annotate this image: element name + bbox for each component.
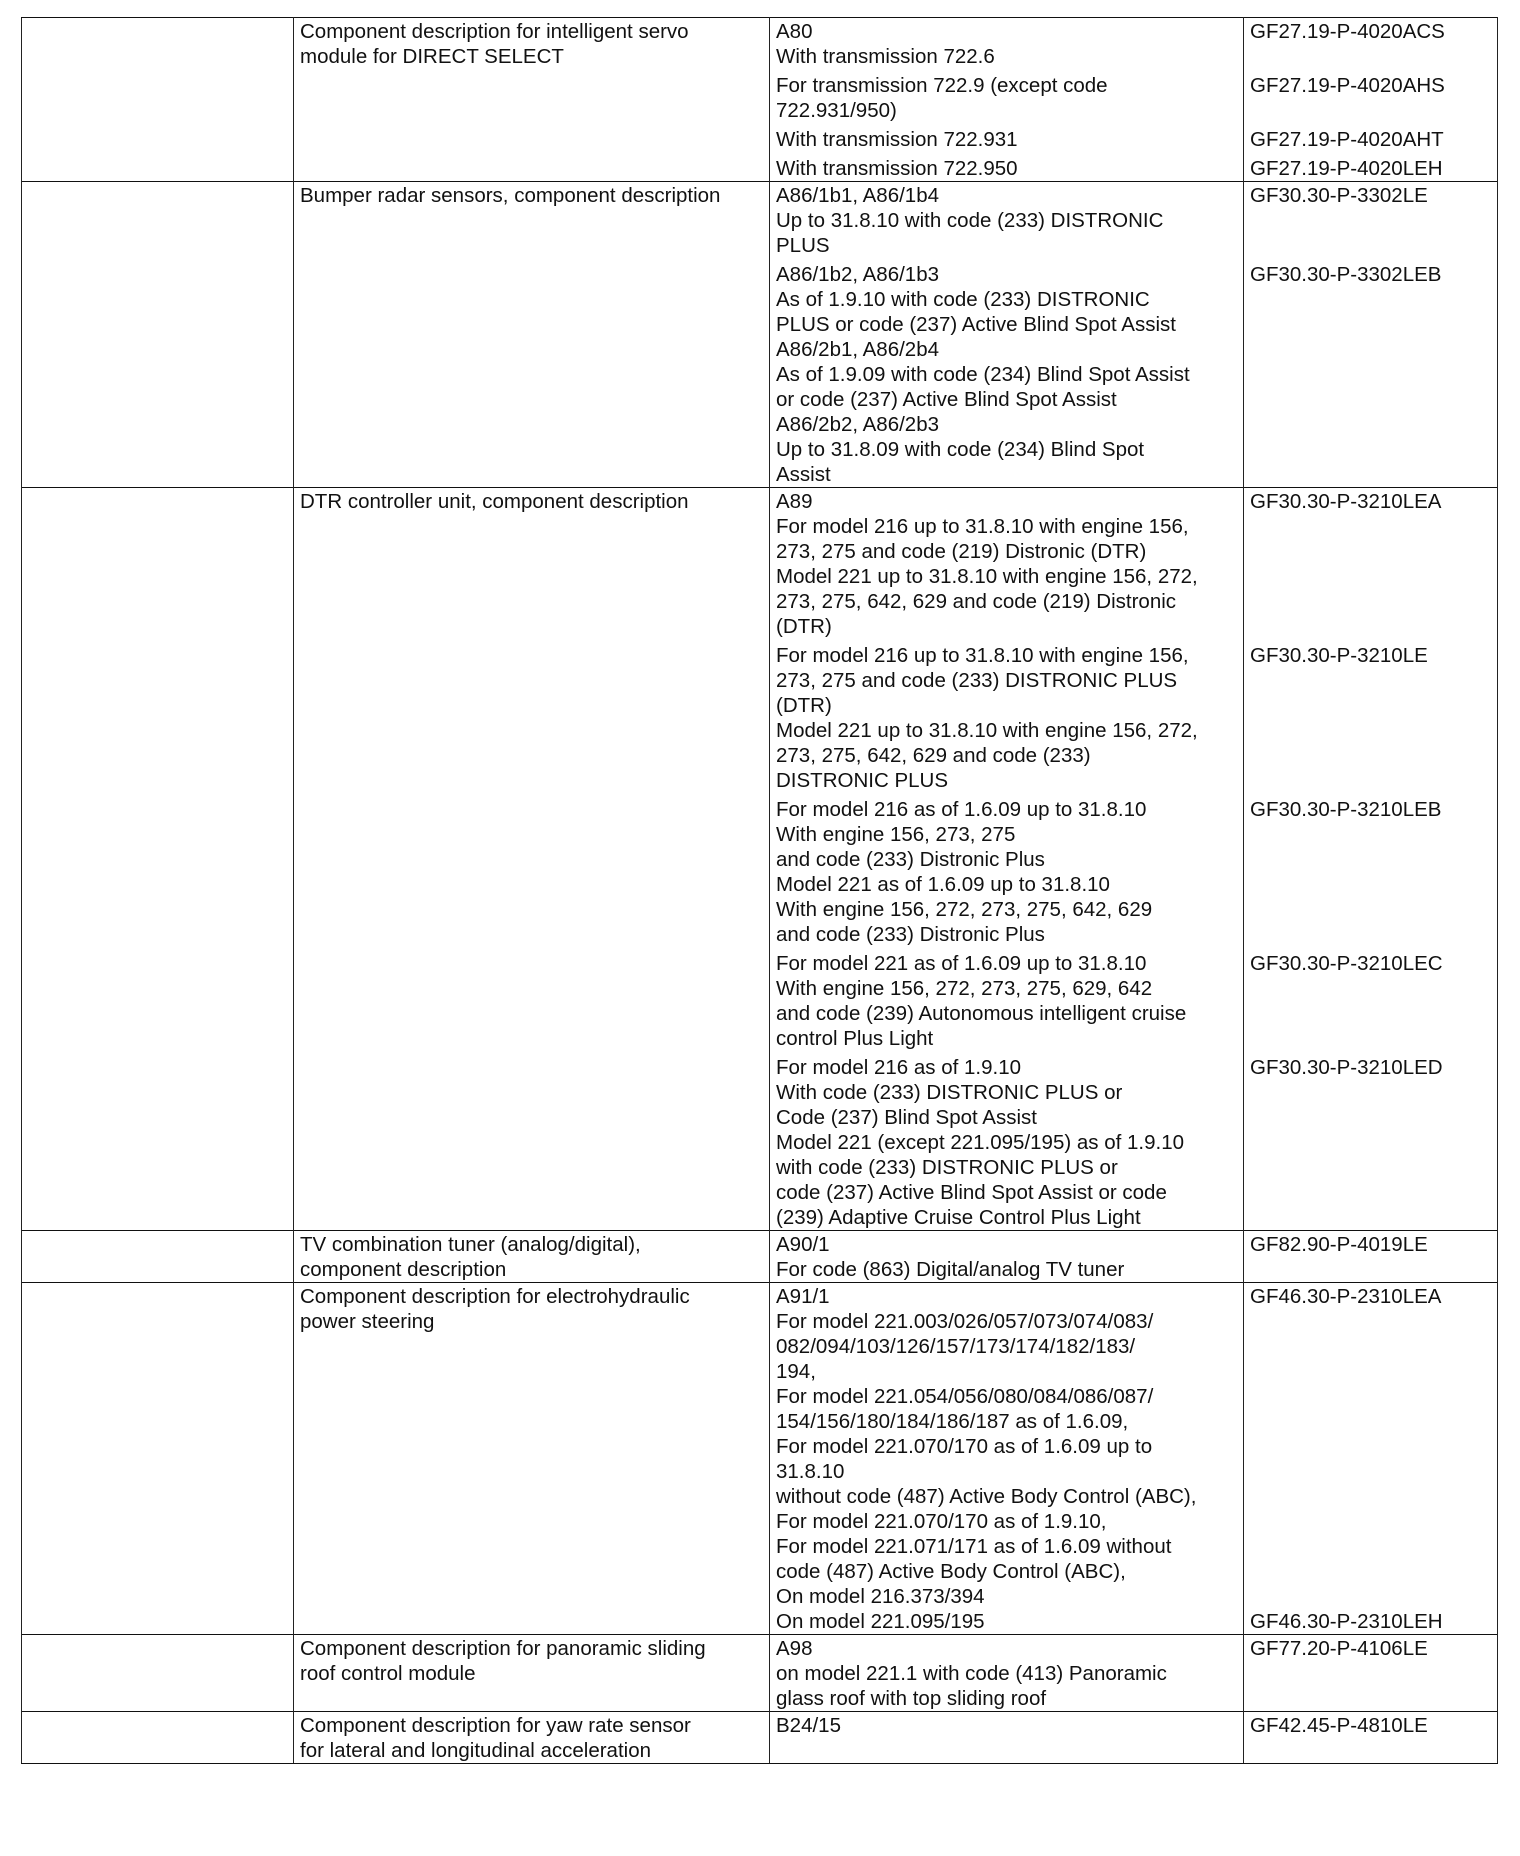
- document-ref-entry: [1250, 69, 1491, 123]
- spacer: [1250, 1180, 1491, 1205]
- document-ref-entry: [1250, 1051, 1491, 1230]
- spacer: [1250, 897, 1491, 922]
- applicability-text: 273, 275, 642, 629 and code (219) Distronic: [776, 590, 1177, 613]
- document-reference: GF30.30-P-3210LEC: [1250, 952, 1443, 975]
- description-text: Bumper radar sensors, component description: [300, 184, 721, 207]
- spacer: [1250, 1130, 1491, 1155]
- empty-cell: [22, 1712, 294, 1764]
- applicability-text: (DTR): [776, 694, 832, 717]
- description-text: for lateral and longitudinal acceleration: [300, 1739, 652, 1762]
- applicability-text: A86/2b2, A86/2b3: [776, 413, 940, 436]
- applicability-text: PLUS: [776, 234, 830, 257]
- applicability-entry: [776, 1051, 1237, 1230]
- spacer: [1250, 1309, 1491, 1334]
- applicability-cell: [770, 18, 1244, 182]
- description-text: module for DIRECT SELECT: [300, 45, 564, 68]
- description-text: Component description for intelligent servo: [300, 20, 689, 43]
- spacer: [1250, 1409, 1491, 1434]
- applicability-text: As of 1.9.09 with code (234) Blind Spot Assist: [776, 363, 1190, 386]
- applicability-text: B24/15: [776, 1714, 841, 1737]
- document-ref-entry: [1250, 488, 1491, 639]
- applicability-text: As of 1.9.10 with code (233) DISTRONIC: [776, 288, 1150, 311]
- spacer: [1250, 1359, 1491, 1384]
- empty-cell: [22, 488, 294, 1231]
- spacer: [1250, 1334, 1491, 1359]
- table-row: [22, 18, 1498, 182]
- applicability-entry: [776, 123, 1237, 152]
- document-ref-cell: [1244, 1283, 1498, 1635]
- applicability-text: With transmission 722.950: [776, 157, 1018, 180]
- applicability-entry: [776, 182, 1237, 258]
- spacer: [1250, 668, 1491, 693]
- document-ref-cell: [1244, 488, 1498, 1231]
- description-cell: [294, 182, 770, 488]
- spacer: [1250, 1434, 1491, 1459]
- spacer: [1250, 233, 1491, 258]
- document-ref-entry: [1250, 1231, 1491, 1282]
- applicability-text: For model 221.070/170 as of 1.9.10,: [776, 1510, 1107, 1533]
- applicability-text: without code (487) Active Body Control (ABC),: [776, 1485, 1197, 1508]
- applicability-text: glass roof with top sliding roof: [776, 1687, 1047, 1710]
- empty-cell: [22, 18, 294, 182]
- spacer: [1250, 337, 1491, 362]
- description-cell: [294, 1712, 770, 1764]
- applicability-text: A86/1b2, A86/1b3: [776, 263, 940, 286]
- description-text: roof control module: [300, 1662, 476, 1685]
- spacer: [1250, 1080, 1491, 1105]
- applicability-text: A90/1: [776, 1233, 830, 1256]
- spacer: [1250, 872, 1491, 897]
- spacer: [1250, 847, 1491, 872]
- applicability-text: A86/2b1, A86/2b4: [776, 338, 940, 361]
- spacer: [1250, 976, 1491, 1001]
- document-ref-entry: [1250, 947, 1491, 1051]
- applicability-text: 273, 275 and code (233) DISTRONIC PLUS: [776, 669, 1178, 692]
- applicability-cell: [770, 1283, 1244, 1635]
- applicability-text: control Plus Light: [776, 1027, 934, 1050]
- applicability-text: on model 221.1 with code (413) Panoramic: [776, 1662, 1167, 1685]
- document-ref-cell: [1244, 1635, 1498, 1712]
- applicability-text: A98: [776, 1637, 813, 1660]
- description-cell: [294, 1283, 770, 1635]
- applicability-text: A80: [776, 20, 813, 43]
- applicability-text: With engine 156, 272, 273, 275, 642, 629: [776, 898, 1153, 921]
- spacer: [1250, 1584, 1491, 1609]
- applicability-text: PLUS or code (237) Active Blind Spot Assist: [776, 313, 1176, 336]
- table-row: [22, 488, 1498, 1231]
- document-ref-entry: [1250, 152, 1491, 181]
- spacer: [1250, 922, 1491, 947]
- applicability-text: and code (233) Distronic Plus: [776, 848, 1045, 871]
- description-text: component description: [300, 1258, 507, 1281]
- spacer: [1250, 1105, 1491, 1130]
- applicability-cell: [770, 488, 1244, 1231]
- applicability-text: Model 221 up to 31.8.10 with engine 156, 272,: [776, 565, 1198, 588]
- document-reference: GF27.19-P-4020AHT: [1250, 128, 1444, 151]
- spacer: [1250, 539, 1491, 564]
- applicability-text: For model 221.070/170 as of 1.6.09 up to: [776, 1435, 1153, 1458]
- applicability-text: 154/156/180/184/186/187 as of 1.6.09,: [776, 1410, 1129, 1433]
- applicability-entry: [776, 1635, 1237, 1711]
- spacer: [1250, 1661, 1491, 1686]
- spacer: [1250, 362, 1491, 387]
- spacer: [1250, 1155, 1491, 1180]
- spacer: [1250, 1384, 1491, 1409]
- applicability-text: With transmission 722.6: [776, 45, 995, 68]
- spacer: [1250, 387, 1491, 412]
- empty-cell: [22, 1283, 294, 1635]
- applicability-text: 31.8.10: [776, 1460, 845, 1483]
- document-ref-entry: [1250, 182, 1491, 258]
- applicability-text: With code (233) DISTRONIC PLUS or: [776, 1081, 1123, 1104]
- description-text: TV combination tuner (analog/digital),: [300, 1233, 641, 1256]
- document-ref-entry: [1250, 18, 1491, 69]
- spacer: [1250, 1484, 1491, 1509]
- table-row: [22, 182, 1498, 488]
- document-ref-cell: [1244, 18, 1498, 182]
- spacer: [1250, 1257, 1491, 1282]
- applicability-entry: [776, 947, 1237, 1051]
- spacer: [1250, 768, 1491, 793]
- applicability-text: with code (233) DISTRONIC PLUS or: [776, 1156, 1118, 1179]
- applicability-text: (DTR): [776, 615, 832, 638]
- applicability-entry: [776, 258, 1237, 487]
- applicability-text: For model 216 as of 1.9.10: [776, 1056, 1022, 1079]
- spacer: [1250, 564, 1491, 589]
- description-cell: [294, 1231, 770, 1283]
- applicability-text: code (237) Active Blind Spot Assist or code: [776, 1181, 1167, 1204]
- document-reference: GF27.19-P-4020LEH: [1250, 157, 1443, 180]
- spacer: [1250, 312, 1491, 337]
- spacer: [1250, 208, 1491, 233]
- applicability-text: A89: [776, 490, 813, 513]
- empty-cell: [22, 1635, 294, 1712]
- document-reference: GF77.20-P-4106LE: [1250, 1637, 1428, 1660]
- applicability-text: With engine 156, 273, 275: [776, 823, 1016, 846]
- applicability-text: DISTRONIC PLUS: [776, 769, 948, 792]
- empty-cell: [22, 1231, 294, 1283]
- applicability-text: Assist: [776, 463, 831, 486]
- spacer: [1250, 589, 1491, 614]
- applicability-cell: [770, 1635, 1244, 1712]
- document-reference: GF30.30-P-3210LE: [1250, 644, 1428, 667]
- applicability-text: (239) Adaptive Cruise Control Plus Light: [776, 1206, 1141, 1229]
- table-row: [22, 1231, 1498, 1283]
- table-row: [22, 1283, 1498, 1635]
- applicability-entry: [776, 488, 1237, 639]
- spacer: [1250, 693, 1491, 718]
- applicability-text: 722.931/950): [776, 99, 897, 122]
- table-row: [22, 1712, 1498, 1764]
- document-reference: GF27.19-P-4020AHS: [1250, 74, 1445, 97]
- applicability-text: and code (233) Distronic Plus: [776, 923, 1045, 946]
- applicability-entry: [776, 639, 1237, 793]
- document-ref-entry: [1250, 123, 1491, 152]
- document-reference: GF30.30-P-3210LEB: [1250, 798, 1442, 821]
- applicability-text: For model 221 as of 1.6.09 up to 31.8.10: [776, 952, 1147, 975]
- document-reference: GF30.30-P-3210LEA: [1250, 490, 1442, 513]
- applicability-text: For model 221.054/056/080/084/086/087/: [776, 1385, 1154, 1408]
- spacer: [1250, 437, 1491, 462]
- applicability-entry: [776, 152, 1237, 181]
- applicability-text: On model 221.095/195: [776, 1610, 985, 1633]
- document-page: [21, 17, 1497, 1764]
- description-text: Component description for electrohydraulic: [300, 1285, 690, 1308]
- applicability-text: 273, 275, 642, 629 and code (233): [776, 744, 1091, 767]
- applicability-text: Model 221 (except 221.095/195) as of 1.9.10: [776, 1131, 1185, 1154]
- applicability-text: Model 221 as of 1.6.09 up to 31.8.10: [776, 873, 1110, 896]
- spacer: [1250, 462, 1491, 487]
- description-text: Component description for yaw rate sensor: [300, 1714, 691, 1737]
- document-reference: GF27.19-P-4020ACS: [1250, 20, 1445, 43]
- document-ref-entry: [1250, 1712, 1491, 1738]
- applicability-entry: [776, 18, 1237, 69]
- applicability-text: For code (863) Digital/analog TV tuner: [776, 1258, 1125, 1281]
- applicability-text: Up to 31.8.10 with code (233) DISTRONIC: [776, 209, 1164, 232]
- applicability-entry: [776, 1283, 1237, 1634]
- applicability-text: For model 216 as of 1.6.09 up to 31.8.10: [776, 798, 1147, 821]
- applicability-entry: [776, 69, 1237, 123]
- applicability-text: Code (237) Blind Spot Assist: [776, 1106, 1037, 1129]
- applicability-text: With engine 156, 272, 273, 275, 629, 642: [776, 977, 1153, 1000]
- applicability-text: code (487) Active Body Control (ABC),: [776, 1560, 1126, 1583]
- spacer: [1250, 412, 1491, 437]
- document-ref-entry: [1250, 1635, 1491, 1711]
- applicability-text: Up to 31.8.09 with code (234) Blind Spot: [776, 438, 1145, 461]
- spacer: [1250, 1001, 1491, 1026]
- document-reference: GF46.30-P-2310LEH: [1250, 1610, 1443, 1633]
- applicability-text: For model 216 up to 31.8.10 with engine 156,: [776, 515, 1189, 538]
- applicability-text: A91/1: [776, 1285, 830, 1308]
- empty-cell: [22, 182, 294, 488]
- description-text: Component description for panoramic sliding: [300, 1637, 706, 1660]
- document-ref-cell: [1244, 182, 1498, 488]
- applicability-entry: [776, 793, 1237, 947]
- document-ref-cell: [1244, 1712, 1498, 1764]
- applicability-text: A86/1b1, A86/1b4: [776, 184, 940, 207]
- applicability-text: With transmission 722.931: [776, 128, 1018, 151]
- applicability-cell: [770, 1231, 1244, 1283]
- document-reference: GF82.90-P-4019LE: [1250, 1233, 1428, 1256]
- description-cell: [294, 18, 770, 182]
- applicability-text: Model 221 up to 31.8.10 with engine 156, 272,: [776, 719, 1198, 742]
- spacer: [1250, 98, 1491, 123]
- spacer: [1250, 1559, 1491, 1584]
- document-reference: GF46.30-P-2310LEA: [1250, 1285, 1442, 1308]
- applicability-text: For model 221.003/026/057/073/074/083/: [776, 1310, 1154, 1333]
- spacer: [1250, 287, 1491, 312]
- document-reference: GF30.30-P-3302LEB: [1250, 263, 1442, 286]
- description-cell: [294, 1635, 770, 1712]
- document-ref-cell: [1244, 1231, 1498, 1283]
- document-reference: GF30.30-P-3302LE: [1250, 184, 1428, 207]
- document-reference: GF42.45-P-4810LE: [1250, 1714, 1428, 1737]
- spacer: [1250, 1026, 1491, 1051]
- table-row: [22, 1635, 1498, 1712]
- applicability-cell: [770, 182, 1244, 488]
- description-text: DTR controller unit, component description: [300, 490, 689, 513]
- applicability-entry: [776, 1712, 1237, 1738]
- applicability-text: On model 216.373/394: [776, 1585, 985, 1608]
- document-ref-entry: [1250, 1283, 1491, 1634]
- spacer: [1250, 718, 1491, 743]
- description-cell: [294, 488, 770, 1231]
- spacer: [1250, 822, 1491, 847]
- applicability-text: 194,: [776, 1360, 816, 1383]
- spacer: [1250, 614, 1491, 639]
- document-ref-entry: [1250, 639, 1491, 793]
- spacer: [1250, 1459, 1491, 1484]
- spacer: [1250, 1205, 1491, 1230]
- document-ref-entry: [1250, 793, 1491, 947]
- applicability-text: For model 216 up to 31.8.10 with engine 156,: [776, 644, 1189, 667]
- applicability-text: For transmission 722.9 (except code: [776, 74, 1108, 97]
- spacer: [1250, 1509, 1491, 1534]
- applicability-entry: [776, 1231, 1237, 1282]
- applicability-text: For model 221.071/171 as of 1.6.09 without: [776, 1535, 1172, 1558]
- applicability-text: and code (239) Autonomous intelligent cruise: [776, 1002, 1187, 1025]
- spacer: [1250, 514, 1491, 539]
- spacer: [1250, 44, 1491, 69]
- document-reference: GF30.30-P-3210LED: [1250, 1056, 1443, 1079]
- applicability-text: or code (237) Active Blind Spot Assist: [776, 388, 1117, 411]
- applicability-text: 082/094/103/126/157/173/174/182/183/: [776, 1335, 1136, 1358]
- component-table: [21, 17, 1498, 1764]
- spacer: [1250, 1686, 1491, 1711]
- spacer: [1250, 743, 1491, 768]
- document-ref-entry: [1250, 258, 1491, 487]
- description-text: power steering: [300, 1310, 435, 1333]
- applicability-cell: [770, 1712, 1244, 1764]
- applicability-text: 273, 275 and code (219) Distronic (DTR): [776, 540, 1147, 563]
- spacer: [1250, 1534, 1491, 1559]
